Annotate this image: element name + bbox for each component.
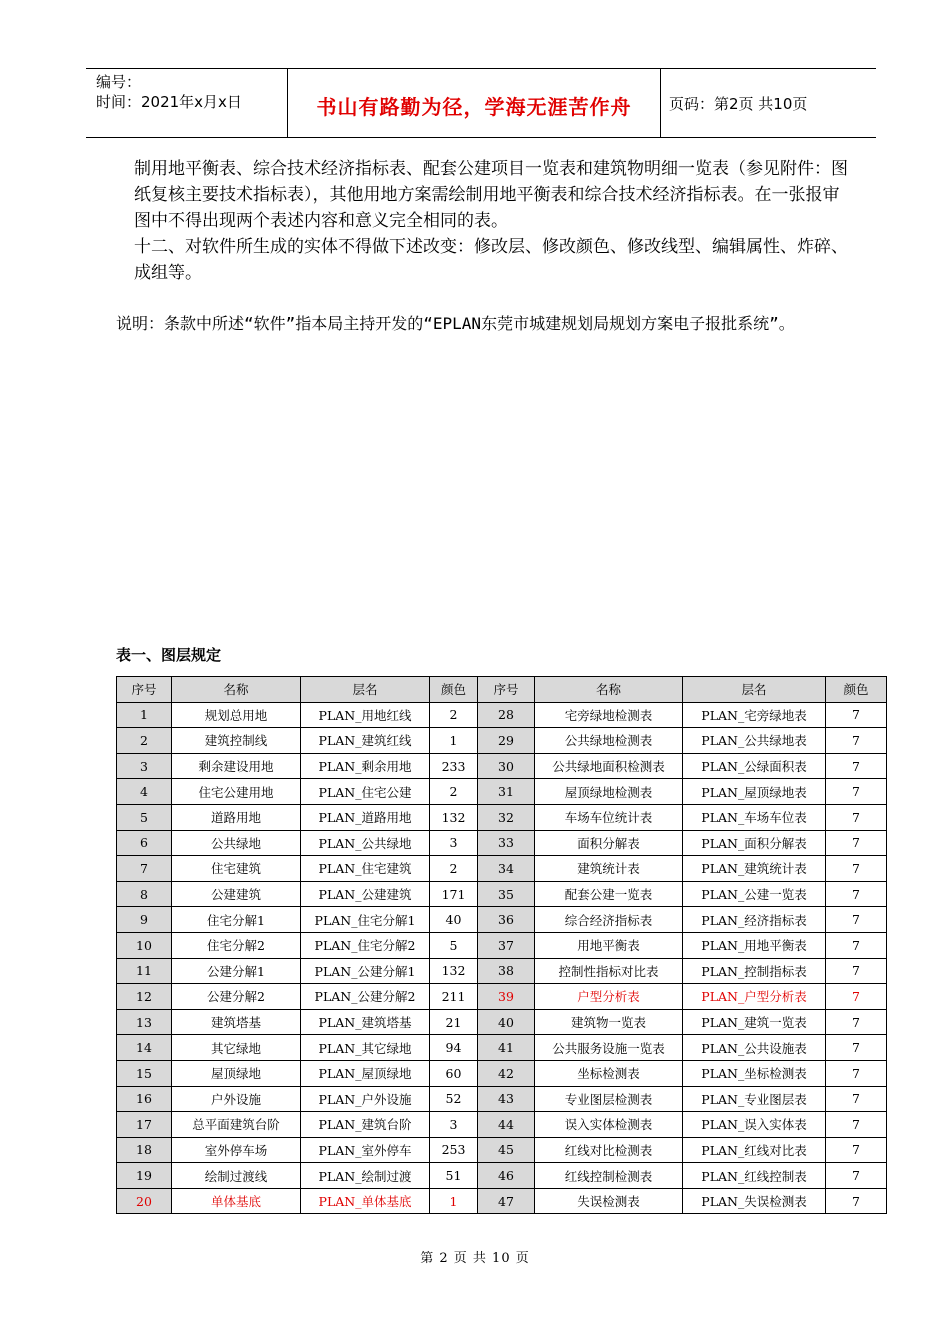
- cell-seq: 46: [478, 1163, 535, 1189]
- table-row: [117, 958, 887, 984]
- table-row: [117, 856, 887, 882]
- cell-layer: PLAN_建筑塔基: [301, 1009, 430, 1035]
- cell-color: 7: [826, 932, 887, 958]
- cell-color: 7: [826, 702, 887, 728]
- cell-name: 红线控制检测表: [535, 1163, 683, 1189]
- cell-name: 面积分解表: [535, 830, 683, 856]
- cell-color: 7: [826, 984, 887, 1010]
- cell-seq: 44: [478, 1112, 535, 1138]
- table-row: [117, 1060, 887, 1086]
- cell-color: 7: [826, 1137, 887, 1163]
- cell-color: 7: [826, 1060, 887, 1086]
- layer-table: [116, 676, 887, 1214]
- cell-color: 7: [826, 830, 887, 856]
- cell-color: 7: [826, 753, 887, 779]
- table-row: [117, 702, 887, 728]
- cell-layer: PLAN_用地红线: [301, 702, 430, 728]
- cell-color: 253: [430, 1137, 478, 1163]
- cell-color: 7: [826, 1086, 887, 1112]
- cell-name: 住宅分解1: [172, 907, 301, 933]
- cell-color: 233: [430, 753, 478, 779]
- cell-name: 车场车位统计表: [535, 804, 683, 830]
- cell-color: 7: [826, 1035, 887, 1061]
- cell-seq: 3: [117, 753, 172, 779]
- cell-layer: PLAN_绘制过渡: [301, 1163, 430, 1189]
- cell-color: 7: [826, 728, 887, 754]
- table-row: [117, 728, 887, 754]
- cell-color: 211: [430, 984, 478, 1010]
- cell-layer: PLAN_剩余用地: [301, 753, 430, 779]
- header-page-number: 页码：第2页 共10页: [669, 95, 808, 113]
- cell-color: 1: [430, 1188, 478, 1214]
- cell-seq: 32: [478, 804, 535, 830]
- column-header-color: 颜色: [430, 677, 478, 703]
- cell-layer: PLAN_宅旁绿地表: [683, 702, 826, 728]
- cell-seq: 36: [478, 907, 535, 933]
- cell-name: 住宅公建用地: [172, 779, 301, 805]
- cell-seq: 11: [117, 958, 172, 984]
- cell-color: 2: [430, 702, 478, 728]
- cell-seq: 42: [478, 1060, 535, 1086]
- cell-layer: PLAN_其它绿地: [301, 1035, 430, 1061]
- cell-seq: 8: [117, 881, 172, 907]
- cell-layer: PLAN_失误检测表: [683, 1188, 826, 1214]
- cell-layer: PLAN_住宅公建: [301, 779, 430, 805]
- cell-seq: 37: [478, 932, 535, 958]
- cell-layer: PLAN_公建一览表: [683, 881, 826, 907]
- cell-layer: PLAN_住宅分解2: [301, 932, 430, 958]
- table-row: [117, 984, 887, 1010]
- header-motto-cell: [288, 69, 661, 137]
- cell-name: 公建分解1: [172, 958, 301, 984]
- cell-name: 坐标检测表: [535, 1060, 683, 1086]
- cell-seq: 40: [478, 1009, 535, 1035]
- cell-layer: PLAN_建筑一览表: [683, 1009, 826, 1035]
- cell-layer: PLAN_屋顶绿地表: [683, 779, 826, 805]
- cell-seq: 12: [117, 984, 172, 1010]
- cell-seq: 4: [117, 779, 172, 805]
- cell-color: 40: [430, 907, 478, 933]
- cell-seq: 30: [478, 753, 535, 779]
- cell-name: 总平面建筑台阶: [172, 1112, 301, 1138]
- table-row: [117, 881, 887, 907]
- cell-name: 剩余建设用地: [172, 753, 301, 779]
- cell-layer: PLAN_红线控制表: [683, 1163, 826, 1189]
- cell-name: 住宅分解2: [172, 932, 301, 958]
- cell-name: 规划总用地: [172, 702, 301, 728]
- cell-layer: PLAN_户型分析表: [683, 984, 826, 1010]
- cell-seq: 19: [117, 1163, 172, 1189]
- cell-layer: PLAN_公建分解1: [301, 958, 430, 984]
- cell-color: 21: [430, 1009, 478, 1035]
- table-row: [117, 804, 887, 830]
- cell-name: 室外停车场: [172, 1137, 301, 1163]
- page-header: [86, 68, 876, 138]
- cell-name: 屋顶绿地: [172, 1060, 301, 1086]
- cell-name: 宅旁绿地检测表: [535, 702, 683, 728]
- cell-color: 7: [826, 856, 887, 882]
- cell-color: 51: [430, 1163, 478, 1189]
- cell-seq: 29: [478, 728, 535, 754]
- doc-number-label: 编号：: [96, 73, 142, 91]
- cell-seq: 20: [117, 1188, 172, 1214]
- cell-seq: 2: [117, 728, 172, 754]
- cell-seq: 9: [117, 907, 172, 933]
- cell-color: 2: [430, 856, 478, 882]
- column-header-layer: 层名: [683, 677, 826, 703]
- column-header-layer: 层名: [301, 677, 430, 703]
- cell-layer: PLAN_屋顶绿地: [301, 1060, 430, 1086]
- cell-color: 7: [826, 1112, 887, 1138]
- paragraph-clause-twelve: 十二、对软件所生成的实体不得做下述改变：修改层、修改颜色、修改线型、编辑属性、炸碎、成组等。: [134, 237, 848, 283]
- cell-color: 7: [826, 881, 887, 907]
- column-header-seq: 序号: [117, 677, 172, 703]
- cell-seq: 43: [478, 1086, 535, 1112]
- table-row: [117, 1009, 887, 1035]
- cell-layer: PLAN_坐标检测表: [683, 1060, 826, 1086]
- cell-layer: PLAN_住宅建筑: [301, 856, 430, 882]
- cell-name: 公共服务设施一览表: [535, 1035, 683, 1061]
- cell-seq: 28: [478, 702, 535, 728]
- header-motto: 书山有路勤为径，学海无涯苦作舟: [316, 95, 632, 119]
- cell-layer: PLAN_公共设施表: [683, 1035, 826, 1061]
- cell-name: 公共绿地面积检测表: [535, 753, 683, 779]
- cell-layer: PLAN_专业图层表: [683, 1086, 826, 1112]
- table-row: [117, 1035, 887, 1061]
- cell-color: 132: [430, 804, 478, 830]
- cell-layer: PLAN_面积分解表: [683, 830, 826, 856]
- cell-name: 用地平衡表: [535, 932, 683, 958]
- cell-name: 建筑物一览表: [535, 1009, 683, 1035]
- cell-color: 7: [826, 1163, 887, 1189]
- table-row: [117, 1086, 887, 1112]
- cell-seq: 13: [117, 1009, 172, 1035]
- table-row: [117, 830, 887, 856]
- cell-name: 控制性指标对比表: [535, 958, 683, 984]
- cell-layer: PLAN_车场车位表: [683, 804, 826, 830]
- cell-layer: PLAN_用地平衡表: [683, 932, 826, 958]
- cell-layer: PLAN_控制指标表: [683, 958, 826, 984]
- cell-layer: PLAN_公共绿地: [301, 830, 430, 856]
- cell-color: 171: [430, 881, 478, 907]
- table-title: 表一、图层规定: [116, 646, 222, 664]
- header-page-cell: [661, 69, 876, 137]
- cell-layer: PLAN_单体基底: [301, 1188, 430, 1214]
- column-header-color: 颜色: [826, 677, 887, 703]
- cell-name: 公共绿地检测表: [535, 728, 683, 754]
- note-paragraph: 说明：条款中所述“软件”指本局主持开发的“EPLAN东莞市城建规划局规划方案电子报批系统”。: [116, 314, 795, 333]
- cell-seq: 41: [478, 1035, 535, 1061]
- table-row: [117, 1163, 887, 1189]
- cell-layer: PLAN_经济指标表: [683, 907, 826, 933]
- cell-color: 7: [826, 1009, 887, 1035]
- cell-layer: PLAN_住宅分解1: [301, 907, 430, 933]
- cell-name: 住宅建筑: [172, 856, 301, 882]
- cell-color: 132: [430, 958, 478, 984]
- table-row: [117, 932, 887, 958]
- cell-name: 道路用地: [172, 804, 301, 830]
- cell-name: 户外设施: [172, 1086, 301, 1112]
- cell-layer: PLAN_公建建筑: [301, 881, 430, 907]
- cell-layer: PLAN_建筑统计表: [683, 856, 826, 882]
- cell-color: 7: [826, 804, 887, 830]
- column-header-name: 名称: [172, 677, 301, 703]
- cell-layer: PLAN_公建分解2: [301, 984, 430, 1010]
- cell-color: 3: [430, 1112, 478, 1138]
- cell-color: 7: [826, 907, 887, 933]
- cell-seq: 34: [478, 856, 535, 882]
- cell-name: 专业图层检测表: [535, 1086, 683, 1112]
- cell-seq: 45: [478, 1137, 535, 1163]
- table-row: [117, 753, 887, 779]
- table-header-row: [117, 677, 887, 703]
- cell-color: 52: [430, 1086, 478, 1112]
- cell-name: 户型分析表: [535, 984, 683, 1010]
- cell-seq: 38: [478, 958, 535, 984]
- paragraph-tables-requirement: 制用地平衡表、综合技术经济指标表、配套公建项目一览表和建筑物明细一览表（参见附件：图纸复核主要技术指标表），其他用地方案需绘制用地平衡表和综合技术经济指标表。在一张报审图中不得出现两个表述内容和意义完全相同的表。: [134, 159, 848, 231]
- cell-seq: 16: [117, 1086, 172, 1112]
- cell-color: 5: [430, 932, 478, 958]
- table-row: [117, 1137, 887, 1163]
- cell-seq: 14: [117, 1035, 172, 1061]
- cell-name: 失误检测表: [535, 1188, 683, 1214]
- cell-color: 3: [430, 830, 478, 856]
- cell-color: 7: [826, 779, 887, 805]
- cell-color: 7: [826, 958, 887, 984]
- cell-layer: PLAN_公绿面积表: [683, 753, 826, 779]
- cell-name: 其它绿地: [172, 1035, 301, 1061]
- table-row: [117, 907, 887, 933]
- page-footer: 第 2 页 共 10 页: [420, 1251, 530, 1266]
- table-row: [117, 779, 887, 805]
- cell-seq: 47: [478, 1188, 535, 1214]
- cell-color: 2: [430, 779, 478, 805]
- cell-layer: PLAN_道路用地: [301, 804, 430, 830]
- cell-name: 建筑统计表: [535, 856, 683, 882]
- cell-layer: PLAN_建筑台阶: [301, 1112, 430, 1138]
- cell-seq: 33: [478, 830, 535, 856]
- cell-name: 红线对比检测表: [535, 1137, 683, 1163]
- cell-seq: 39: [478, 984, 535, 1010]
- cell-seq: 15: [117, 1060, 172, 1086]
- table-row: [117, 1112, 887, 1138]
- cell-color: 7: [826, 1188, 887, 1214]
- cell-seq: 17: [117, 1112, 172, 1138]
- cell-layer: PLAN_误入实体表: [683, 1112, 826, 1138]
- table-row: [117, 1188, 887, 1214]
- cell-seq: 10: [117, 932, 172, 958]
- cell-name: 公建建筑: [172, 881, 301, 907]
- cell-name: 误入实体检测表: [535, 1112, 683, 1138]
- cell-seq: 6: [117, 830, 172, 856]
- cell-seq: 1: [117, 702, 172, 728]
- cell-name: 公共绿地: [172, 830, 301, 856]
- cell-layer: PLAN_建筑红线: [301, 728, 430, 754]
- cell-seq: 31: [478, 779, 535, 805]
- cell-seq: 18: [117, 1137, 172, 1163]
- cell-name: 配套公建一览表: [535, 881, 683, 907]
- cell-layer: PLAN_户外设施: [301, 1086, 430, 1112]
- cell-layer: PLAN_红线对比表: [683, 1137, 826, 1163]
- cell-name: 综合经济指标表: [535, 907, 683, 933]
- cell-name: 公建分解2: [172, 984, 301, 1010]
- cell-name: 绘制过渡线: [172, 1163, 301, 1189]
- cell-color: 1: [430, 728, 478, 754]
- doc-time-label: 时间：2021年x月x日: [96, 93, 242, 111]
- column-header-name: 名称: [535, 677, 683, 703]
- header-info-cell: [86, 69, 288, 137]
- cell-color: 60: [430, 1060, 478, 1086]
- cell-name: 屋顶绿地检测表: [535, 779, 683, 805]
- column-header-seq: 序号: [478, 677, 535, 703]
- cell-name: 单体基底: [172, 1188, 301, 1214]
- cell-seq: 35: [478, 881, 535, 907]
- cell-name: 建筑塔基: [172, 1009, 301, 1035]
- cell-seq: 5: [117, 804, 172, 830]
- cell-layer: PLAN_公共绿地表: [683, 728, 826, 754]
- cell-name: 建筑控制线: [172, 728, 301, 754]
- cell-layer: PLAN_室外停车: [301, 1137, 430, 1163]
- cell-color: 94: [430, 1035, 478, 1061]
- cell-seq: 7: [117, 856, 172, 882]
